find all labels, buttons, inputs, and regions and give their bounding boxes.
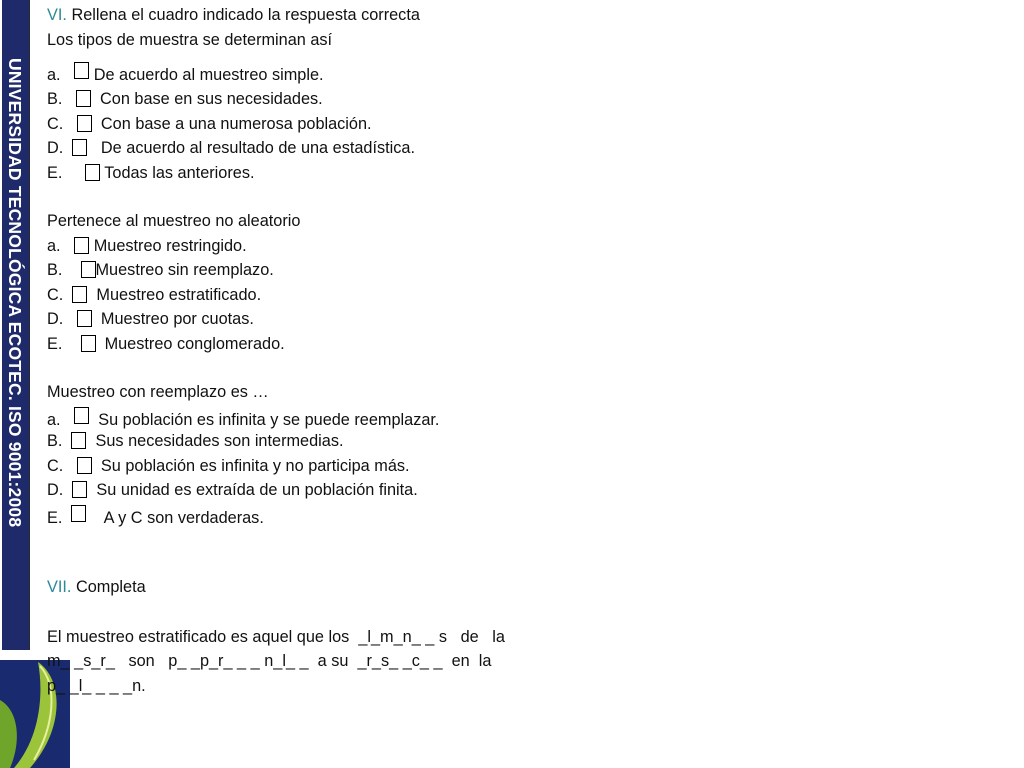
- answer-checkbox[interactable]: [72, 286, 87, 303]
- q3-option-e: [47, 505, 264, 528]
- answer-checkbox[interactable]: [77, 310, 92, 327]
- section-vi-heading: [47, 5, 420, 25]
- option-letter: E.: [47, 335, 63, 353]
- option-letter: B.: [47, 432, 63, 450]
- sidebar-university-name: UNIVERSIDAD TECNOLÓGICA ECOTEC. ISO 9001:2008: [5, 58, 25, 528]
- section-vi-number: VI.: [47, 6, 67, 24]
- q3-option-a: [47, 407, 439, 430]
- q3-option-c: [47, 456, 410, 476]
- sidebar-band: [2, 0, 30, 650]
- q1-question: Los tipos de muestra se determinan así: [47, 31, 333, 49]
- section-vii-title: Completa: [75, 578, 146, 596]
- option-text: De acuerdo al resultado de una estadística.: [100, 139, 415, 157]
- q2-option-b: [47, 260, 274, 280]
- option-letter: E.: [47, 164, 63, 182]
- answer-checkbox[interactable]: [74, 62, 89, 79]
- q2-option-d: [47, 309, 254, 329]
- answer-checkbox[interactable]: [77, 115, 92, 132]
- q1-option-b: [47, 89, 323, 109]
- q1-option-c: [47, 114, 372, 134]
- q1-option-a: [47, 62, 324, 85]
- option-text: De acuerdo al muestreo simple.: [93, 66, 324, 84]
- answer-checkbox[interactable]: [71, 432, 86, 449]
- option-text: Sus necesidades son intermedias.: [95, 432, 344, 450]
- option-text: Muestreo sin reemplazo.: [95, 261, 274, 279]
- q1-option-e: [47, 163, 254, 183]
- answer-checkbox[interactable]: [81, 261, 96, 278]
- option-text: Muestreo restringido.: [93, 237, 247, 255]
- option-letter: C.: [47, 457, 64, 475]
- option-text: Su población es infinita y se puede reemplazar.: [98, 411, 440, 429]
- fill-blank-line-3: p_ _l_ _ _ _n.: [47, 677, 146, 695]
- option-text: A y C son verdaderas.: [103, 509, 264, 527]
- option-text: Muestreo por cuotas.: [100, 310, 254, 328]
- option-text: Muestreo estratificado.: [96, 286, 262, 304]
- option-letter: C.: [47, 115, 64, 133]
- q2-option-e: [47, 334, 285, 354]
- q2-option-a: [47, 236, 247, 256]
- option-letter: a.: [47, 411, 61, 429]
- option-letter: D.: [47, 481, 64, 499]
- section-vii-heading: [47, 577, 146, 597]
- option-letter: C.: [47, 286, 64, 304]
- q3-option-d: [47, 480, 418, 500]
- option-letter: a.: [47, 237, 61, 255]
- option-letter: B.: [47, 90, 63, 108]
- answer-checkbox[interactable]: [85, 164, 100, 181]
- q3-option-b: [47, 431, 344, 451]
- q2-option-c: [47, 285, 261, 305]
- q1-option-d: [47, 138, 415, 158]
- fill-blank-line-2: m_ _s_r_ son p_ _p_r_ _ _ n_l_ _ a su _r_s_ _c_ _ en la: [47, 652, 492, 670]
- option-letter: B.: [47, 261, 63, 279]
- option-text: Muestreo conglomerado.: [104, 335, 285, 353]
- option-letter: E.: [47, 509, 63, 527]
- option-text: Todas las anteriores.: [104, 164, 255, 182]
- option-letter: D.: [47, 139, 64, 157]
- fill-blank-line-1: El muestreo estratificado es aquel que los _l_m_n_ _ s de la: [47, 628, 505, 646]
- answer-checkbox[interactable]: [72, 481, 87, 498]
- option-text: Su unidad es extraída de un población finita.: [96, 481, 418, 499]
- answer-checkbox[interactable]: [74, 407, 89, 424]
- option-text: Con base a una numerosa población.: [100, 115, 372, 133]
- q3-question: Muestreo con reemplazo es …: [47, 383, 269, 401]
- q2-question: Pertenece al muestreo no aleatorio: [47, 212, 301, 230]
- option-text: Con base en sus necesidades.: [100, 90, 323, 108]
- answer-checkbox[interactable]: [77, 457, 92, 474]
- option-letter: D.: [47, 310, 64, 328]
- answer-checkbox[interactable]: [71, 505, 86, 522]
- section-vii-number: VII.: [47, 578, 72, 596]
- option-letter: a.: [47, 66, 61, 84]
- section-vi-title: Rellena el cuadro indicado la respuesta correcta: [71, 6, 420, 24]
- answer-checkbox[interactable]: [76, 90, 91, 107]
- answer-checkbox[interactable]: [81, 335, 96, 352]
- answer-checkbox[interactable]: [72, 139, 87, 156]
- answer-checkbox[interactable]: [74, 237, 89, 254]
- option-text: Su población es infinita y no participa más.: [100, 457, 410, 475]
